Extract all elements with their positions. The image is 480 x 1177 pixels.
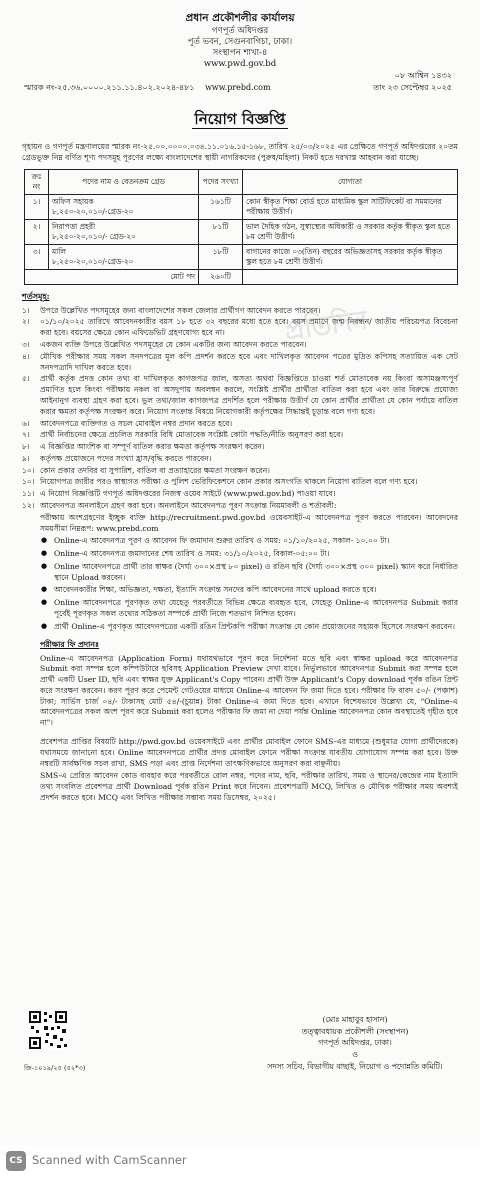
term-item xyxy=(22,352,458,374)
term-text: কোন প্রকার তদবির বা সুপারিশ, বাতিল বা প্রত্যাহারের ক্ষমতা সংরক্ষণ করেন। xyxy=(40,465,270,475)
term-item xyxy=(22,419,458,430)
pay-scale: ৮,২৫০-২০,০১০/-গ্রেড-২০ xyxy=(52,256,134,266)
rule-item: ● Online-এ আবেদনপত্র জমাদানের শেষ তারিখ ও সময়: ৩১/১০/২০২৫, বিকাল-০৫:০০ টা। xyxy=(40,549,458,560)
total-value: ২৬০টি xyxy=(199,269,243,284)
fee-heading: পরীক্ষার ফি প্রদানঃ xyxy=(40,639,100,649)
post-name: অফিস সহায়ক xyxy=(52,196,94,206)
term-item xyxy=(22,454,458,465)
term-text: নিয়োগপত্র জারীর পরও স্বাস্থ্যগত পরীক্ষা ও পুলিশ ভেরিফিকেশনে কোন প্রকার অসংগতি থাকলে নিয়োগ বাতিল বলে গণ্য হবে। xyxy=(40,477,418,487)
term-text: আবেদনপত্রে ব্যক্তিগত ও সচল মোবাইল নম্বর প্রদান করতে হবে। xyxy=(40,418,233,428)
row-post xyxy=(49,244,199,269)
intro-paragraph: গৃহায়ন ও গণপূর্ত মন্ত্রণালয়ের স্মারক নং-২৫.০০.০০০০.০৩৪.১১.০১৬.১৫-১৬৮, তারিখ ২৫/০৩/২০২৫ এর প্রেক্ষিতে গণপূর্ত অধিদপ্তরের ২০তম গ্রেডভুক্ত নিম্ন বর্ণিত শূণ্য পদসমূহ পূরণের লক্ষ্যে বাংলাদেশের স্থায়ী নাগরিকদের (পুরুষ/মহিলা) নিকট হতে দরখাস্ত আহবান করা যাচ্ছে। xyxy=(22,141,458,162)
admit-card-paragraph: প্রবেশপত্র প্রাপ্তির বিষয়টি http://pwd.gov.bd ওয়েবসাইটে এবং প্রার্থীর মোবাইল ফোনে SMS-এর মাধ্যমে (শুধুমাত্র যোগ্য প্রার্থীদেরকে) যথাসময়ে জানানো হবে। Online আবেদনপত্রে প্রার্থীর প্রদত্ত মোবাইল ফোনে পরীক্ষা সংক্রান্ত যাবতীয় যোগাযোগ সম্পন্ন করা হবে। উক্ত নম্বরটি সার্বক্ষণিক সচল রাখা, SMS পড়া এবং প্রাপ্ত নির্দেশনা তাৎক্ষণিকভাবে অনুসরণ করা বাঞ্ছনীয়। xyxy=(40,737,458,768)
letterhead xyxy=(0,0,480,70)
term-item xyxy=(22,477,458,488)
notice-title-text: নিয়োগ বিজ্ঞপ্তি xyxy=(194,109,286,128)
term-item xyxy=(22,306,458,317)
watermark: প্রতিদিন xyxy=(283,305,370,347)
rule-item: ● আবেদনকারীর শিক্ষা, অভিজ্ঞতা, দক্ষতা, ইত্যাদি সংক্রান্ত সনদের কপি আবেদনের সাথে upload করতে হবে। xyxy=(40,585,458,596)
online-rules-list xyxy=(40,536,458,632)
scanner-label: Scanned with CamScanner xyxy=(32,1153,187,1167)
notice-title xyxy=(0,108,480,133)
signatory-and: ও xyxy=(352,1050,358,1060)
department-name: গণপূর্ত অধিদপ্তর xyxy=(211,25,269,36)
term-number: ৯। xyxy=(22,453,30,463)
total-empty-cell xyxy=(243,269,458,284)
term-item xyxy=(22,340,458,351)
signatory-designation: তত্ত্বাবধায়ক প্রকৌশলী (সংস্থাপন) xyxy=(301,1026,409,1036)
memo-number xyxy=(24,82,271,95)
total-label: মোট পদ xyxy=(25,269,199,284)
term-item xyxy=(22,374,458,417)
term-item xyxy=(22,501,458,512)
date-bangla: ০৮ আশ্বিন ১৪৩২ xyxy=(394,70,452,80)
term-number: ৮। xyxy=(22,442,30,452)
fee-paragraph: Online-এ আবেদনপত্র (Application Form) যথাযথভাবে পূরণ করে নির্দেশনা মতে ছবি এবং স্বাক্ষর upload করে আবেদনপত্র Submit করা সম্পন্ন হলে কম্পিউটারে ছবিসহ Application Preview দেখা যাবে। নির্ভুলভাবে আবেদনপত্র Submit করা সম্পন্ন হলে প্রার্থী একটি User ID, ছবি এবং স্বাক্ষর যুক্ত Applicant's Copy পাবেন। প্রার্থী উক্ত Applicant's Copy download পূর্বক রঙিন প্রিন্ট করে সংরক্ষণ করবেন। করণ পূরণ করে পেমেন্ট গেটওয়ের মাধ্যমে Online-এ আবেদন ফি জমা দিতে হবে। পরীক্ষার ফি বাবদ ৫০/- (পঞ্চাশ) টাকা; সার্ভিস চার্জ ০৪/- টাকাসহ মোট ৫৪/-(চুয়ান্ন) টাকা Online-এ জমা দিতে হবে। এখানে বিশেষভাবে উল্লেখ্য যে, "Online-এ আবেদনপত্রের সকল অংশ পূরণ করে Submit করা হলেও পরীক্ষার ফি জমা না দেয়া পর্যন্ত Online আবেদনপত্র কোন অবস্থাতেই গৃহীত হবে না"। xyxy=(40,653,458,728)
term-text: এ বিজ্ঞপ্তির আংশিক বা সম্পূর্ণ বাতিল করার ক্ষমতা কর্তৃপক্ষ সংরক্ষণ করেন। xyxy=(40,442,265,452)
scanner-footer xyxy=(0,1145,480,1177)
term-number: ২। xyxy=(22,317,30,327)
signatory-office: গণপূর্ত অধিদপ্তর, ঢাকা। xyxy=(318,1038,392,1048)
row-serial: ২। xyxy=(25,219,49,244)
office-name: প্রধান প্রকৌশলীর কার্যালয় xyxy=(185,12,295,24)
term-item xyxy=(22,317,458,339)
posts-table xyxy=(24,169,458,285)
table-row xyxy=(25,219,458,244)
terms-list xyxy=(22,306,458,512)
reference-row xyxy=(0,70,480,104)
row-count: ৮১টি xyxy=(199,219,243,244)
date-english: তাং ২৩ সেপ্টেম্বর ২০২৫ xyxy=(373,82,452,92)
signatory-name: (মোঃ মাহাবুব হাসান) xyxy=(322,1015,388,1024)
memo-text: স্মারক নং-২৫.৩৬.০০০০.২১১.১১.৪০২.২০২৪-৪৮১ xyxy=(24,82,195,92)
term-item xyxy=(22,430,458,441)
row-qualification: ভাল দৈহিক গঠন, সুস্বাস্থ্যের অধিকারী ও সরকার কর্তৃক স্বীকৃত স্কুল হতে ৮ম শ্রেণী উত্তীর্ণ। xyxy=(243,219,458,244)
pay-scale: ৮,২৫০-২০,০১০/- গ্রেড-২০ xyxy=(52,231,136,241)
office-address: পূর্ত ভবন, সেগুনবাগিচা, ঢাকা। xyxy=(187,36,293,47)
term-number: ১০। xyxy=(22,477,35,487)
term-item xyxy=(22,442,458,453)
term-item xyxy=(22,466,458,477)
table-row xyxy=(25,244,458,269)
term-number: ৬। xyxy=(22,418,30,428)
row-qualification: কোন স্বীকৃত শিক্ষা বোর্ড হতে মাধ্যমিক স্কুল সার্টিফিকেট বা সমমানের পরীক্ষায় উত্তীর্ণ। xyxy=(243,194,458,219)
row-post xyxy=(49,194,199,219)
row-post xyxy=(49,219,199,244)
term-text: একজন ব্যক্তি উপরে উল্লেখিত পদসমূহের যে কোন একটির জন্য আবেদন করতে পারবেন। xyxy=(40,340,307,350)
term-number: ৪। xyxy=(22,351,30,361)
term-text: আবেদনপত্র অনলাইনে গ্রহণ করা হবে। অনলাইনে আবেদনপত্র পূরণ সংক্রান্ত নিয়মাবলী ও শর্তাবলী: xyxy=(40,500,337,510)
row-count: ১৬১টি xyxy=(199,194,243,219)
term-number: ১২। xyxy=(22,500,35,510)
term-item xyxy=(22,489,458,500)
term-text: কর্তৃপক্ষ প্রয়োজনে পদের সংখ্যা হ্রাস/বৃদ্ধি করতে পারবেন। xyxy=(40,453,212,463)
rule-item: ● Online-এ আবেদনপত্র পূরণ ও আবেদন ফি জমাদান শুরুর তারিখ ও সময়: ০১/১০/২০২৫, সকাল- ১০.০০ টা। xyxy=(40,536,458,547)
term-text: মৌখিক পরীক্ষার সময় সকল সনদপত্রের মূল কপি প্রদর্শন করতে হবে এবং দাখিলকৃত আবেদন পত্রের মুদ্রিত কপিসহ সত্যায়িত এক সেট সনদপত্রাদি দাখিল করতে হবে। xyxy=(40,351,458,372)
term-number: ৭। xyxy=(22,430,30,440)
signatory-committee: সদস্য সচিব, বিভাগীয় বাছাই, নিয়োগ ও পদোন্নতি কমিটি। xyxy=(267,1061,443,1071)
col-header-post: পদের নাম ও বেতনক্রম গ্রেড xyxy=(49,169,199,194)
sms-paragraph: SMS-এ প্রেরিত আবেদন কোড ব্যবহার করে পরবর্তীতে রোল নম্বর, পদের নাম, ছবি, পরীক্ষার তারিখ, সময় ও স্থানের/কেন্দ্রের নাম ইত্যাদি তথ্য সংবলিত প্রবেশপত্র প্রার্থী Download পূর্বক রঙিন Print করে নিবেন। প্রবেশপত্রটি MCQ, লিখিত ও মৌখিক পরীক্ষার সময় অবশ্যই প্রদর্শন করতে হবে। MCQ এবং লিখিত পরীক্ষার সম্ভাব্য সময় ডিসেম্বর, ২০২৫। xyxy=(40,771,458,802)
branch-name: সংস্থাপন শাখা-৪ xyxy=(212,47,268,58)
post-name: মালি xyxy=(52,246,66,256)
rule-item: ● Online আবেদনপত্রে পূরণকৃত তথ্য যেহেতু পরবর্তীতে বিভিন্ন ক্ষেত্রে ব্যবহৃত হবে, সেহেতু Online-এ আবেদনপত্র Submit করার পূর্বেই পূরণকৃত সকল তথ্যের সঠিকতা সম্পর্কে প্রার্থী নিজে শতভাগ নিশ্চিত হবেন। xyxy=(40,598,458,620)
memo-website: www.prebd.com xyxy=(205,82,271,92)
online-intro: পরীক্ষায় অংশগ্রহণের ইচ্ছুক ব্যক্তি http://recruitment.pwd.gov.bd ওয়েবসাইট-এ আবেদনপত্র পূরণ করতে পারবেন। আবেদনের সময়সীমা নিম্নরূপ: www.prebd.com xyxy=(40,512,458,533)
rule-item: ● প্রার্থী Online-এ পূরণকৃত আবেদনপত্রের একটি রঙিন প্রিন্টকপি পরীক্ষা সংক্রান্ত যে কোন প্রয়োজনের সহায়ক হিসেবে সংরক্ষণ করবেন। xyxy=(40,622,458,633)
col-header-serial: ক্রঃ নং xyxy=(25,169,49,194)
col-header-qualification: যোগ্যতা xyxy=(243,169,458,194)
website-link[interactable]: www.pwd.gov.bd xyxy=(203,58,277,69)
term-text: প্রার্থী কর্তৃক প্রদত্ত কোন তথ্য বা দাখিলকৃত কাগজপত্র জাল, অসত্য অথবা বিজ্ঞপ্তিতে চাওয়া শর্ত মোতাবেক নয় কিংবা অসামঞ্জস্যপূর্ণ প্রমাণিত হলে কিংবা পরীক্ষায় নকল বা অসদুপায় অবলম্বন করলে, সংশ্লিষ্ট প্রার্থীর প্রার্থীতা বাতিল করা হবে এবং তার বিরুদ্ধে প্রযোজ্য আইনানুগ ব্যবস্থা গ্রহণ করা হবে। ভুল তথ্য/জাল কাগজপত্র প্রদর্শিত হলে পরীক্ষায় উত্তীর্ণ যে কোন প্রার্থীর প্রার্থীতা যে কোন পর্যায়ে বাতিল করার ক্ষমতা কর্তৃপক্ষ সংরক্ষণ করে। নিয়োগ সংক্রান্ত বিষয়ে নিয়োগকারী কর্তৃপক্ষের সিদ্ধান্তই চূড়ান্ত বলে গণ্য হবে। xyxy=(40,374,458,416)
term-text: প্রার্থী নির্বাচনের ক্ষেত্রে প্রচলিত সরকারি বিধি মোতাবেক সংশ্লিষ্ট কোটা পদ্ধতি/নীতি অনুসরণ করা হবে। xyxy=(40,430,344,440)
col-header-count: পদের সংখ্যা xyxy=(199,169,243,194)
row-serial: ৩। xyxy=(25,244,49,269)
term-number: ৩। xyxy=(22,340,30,350)
post-name: নিরাপত্তা প্রহরী xyxy=(52,221,96,231)
pay-scale: ৮,২৫০-২০,০১০/-গ্রেড-২০ xyxy=(52,206,134,216)
term-text: উপরে উল্লেখিত পদসমূহের জন্য বাংলাদেশের সকল জেলার প্রার্থীগণ আবেদন করতে পারবেন। xyxy=(40,305,321,315)
term-number: ১। xyxy=(22,305,30,315)
signature-block xyxy=(265,1014,445,1072)
row-serial: ১। xyxy=(25,194,49,219)
term-number: ১১। xyxy=(22,489,35,499)
term-text: ০১/১০/২০২৫ তারিখে আবেদনকারীর বয়স ১৮ হতে ৩২ বছরের মধ্যে হতে হবে। বয়স প্রমাণে জন্ম নিবন্ধন/ জাতীয় পরিচয়পত্র বিবেচনা করা হবে। বয়সের ক্ষেত্রে কোন এফিডেভিট গ্রহণযোগ্য হবে না। xyxy=(40,317,458,338)
term-number: ৫। xyxy=(22,374,30,384)
table-header-row xyxy=(25,169,458,194)
table-row xyxy=(25,194,458,219)
table-total-row xyxy=(25,269,458,284)
term-text: এ নিয়োগ বিজ্ঞপ্তিটি গণপূর্ত অধিদপ্তরের নিজস্ব ওয়েব সাইটে (www.pwd.gov.bd) পাওয়া যাবে। xyxy=(40,489,336,499)
footer-reference-code: জি-১০১৯/২৫ (৫২*৩) xyxy=(24,1064,86,1072)
rule-item: ● Online আবেদনপত্রে প্রার্থী তার স্বাক্ষর (দৈর্ঘ্য ৩০০×প্রস্থ ৮০ pixel) ও রঙিন ছবি (দৈর্ঘ্য ৩০০×প্রস্থ ৩০০ pixel) স্ক্যান করে নির্ধারিত স্থানে Upload করবেন। xyxy=(40,562,458,584)
qr-code-icon xyxy=(28,1010,68,1050)
row-qualification: বাগানের কাজে ০৩(তিন) বছরের অভিজ্ঞতাসহ সরকার কর্তৃক স্বীকৃত স্কুল হতে ৮ম শ্রেণী উত্তীর্ণ। xyxy=(243,244,458,269)
term-number: ১০। xyxy=(22,465,35,475)
terms-heading: শর্তসমূহ: xyxy=(22,290,50,301)
row-count: ১৮টি xyxy=(199,244,243,269)
camscanner-logo-icon: CS xyxy=(6,1151,26,1171)
